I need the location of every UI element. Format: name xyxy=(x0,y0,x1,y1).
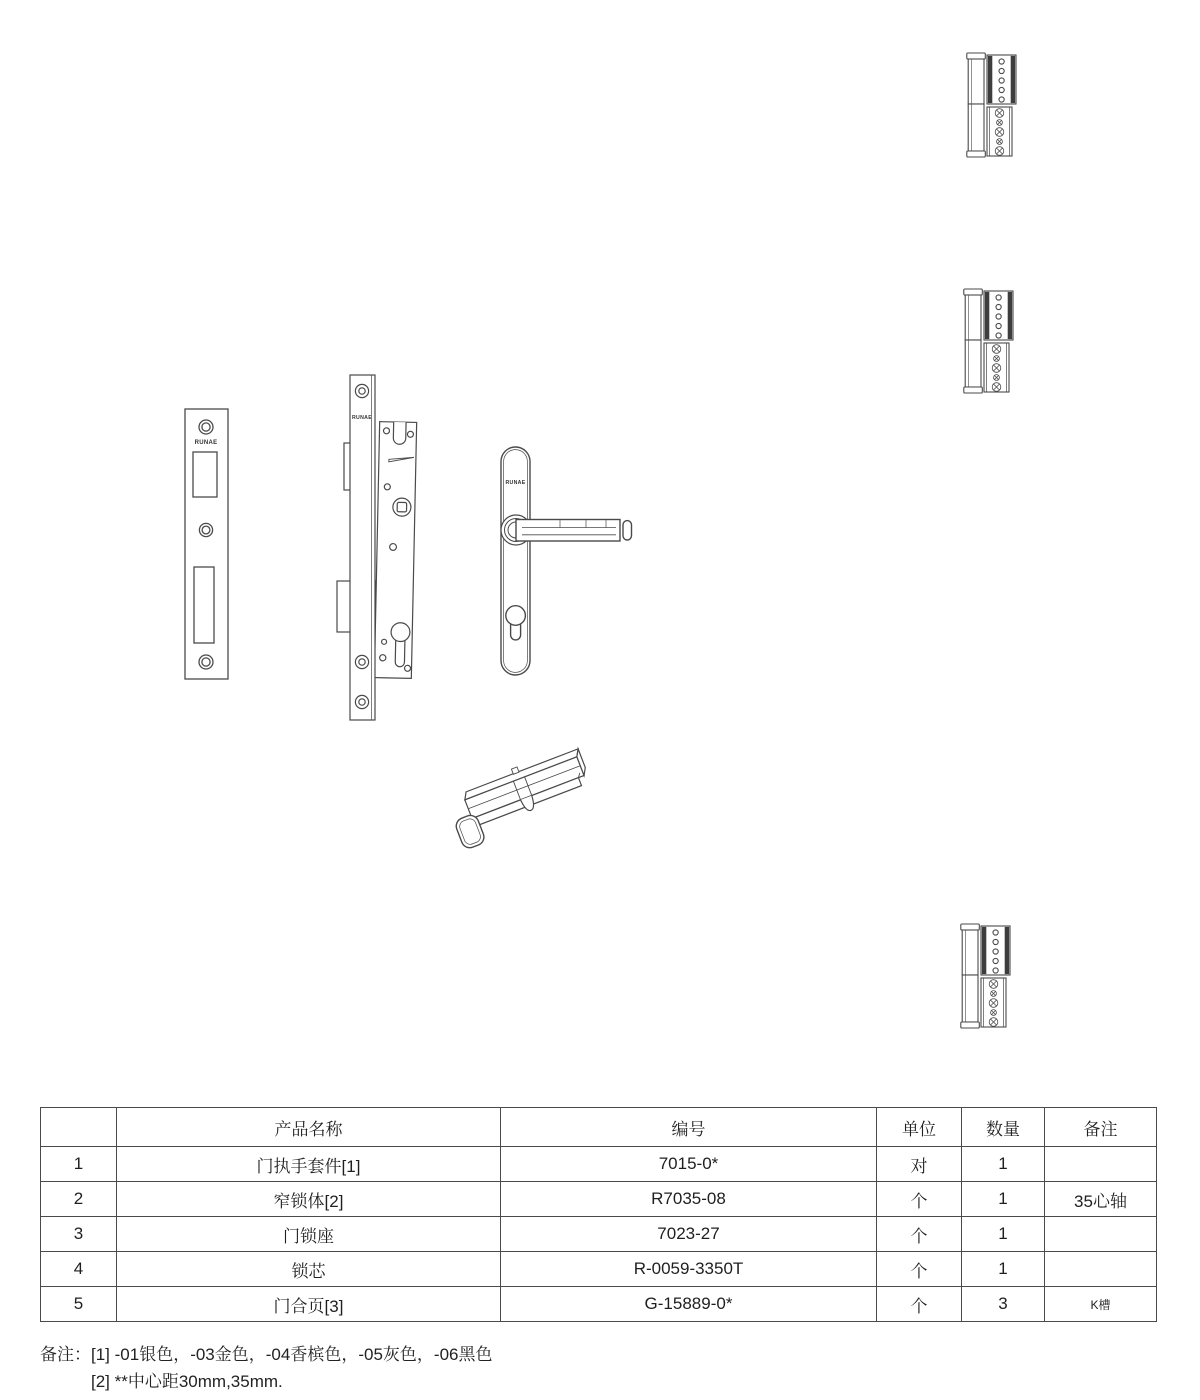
footnotes xyxy=(40,1341,492,1395)
cell-qty: 1 xyxy=(962,1182,1045,1217)
strike-plate-diagram xyxy=(185,409,228,679)
cell-code: R7035-08 xyxy=(501,1182,877,1217)
table-row xyxy=(41,1147,1157,1182)
cell-no: 1 xyxy=(41,1147,117,1182)
cell-name: 门执手套件[1] xyxy=(117,1147,501,1182)
cell-name: 门合页[3] xyxy=(117,1287,501,1322)
hinge-diagram-3 xyxy=(961,924,1010,1028)
cell-code: 7023-27 xyxy=(501,1217,877,1252)
cell-code: G-15889-0* xyxy=(501,1287,877,1322)
cell-no: 3 xyxy=(41,1217,117,1252)
cylinder-diagram xyxy=(444,744,598,850)
cell-note xyxy=(1045,1147,1157,1182)
cell-no: 4 xyxy=(41,1252,117,1287)
header-product-name: 产品名称 xyxy=(117,1108,501,1147)
cell-note xyxy=(1045,1217,1157,1252)
cell-qty: 1 xyxy=(962,1147,1045,1182)
cell-note: 35心轴 xyxy=(1045,1182,1157,1217)
cell-unit: 个 xyxy=(877,1287,962,1322)
header-unit: 单位 xyxy=(877,1108,962,1147)
svg-text:RUNAE: RUNAE xyxy=(505,480,526,486)
cell-code: R-0059-3350T xyxy=(501,1252,877,1287)
cell-unit: 个 xyxy=(877,1182,962,1217)
cell-no: 2 xyxy=(41,1182,117,1217)
handle-diagram xyxy=(501,447,632,675)
footnote-line-1: [1] -01银色，-03金色，-04香槟色，-05灰色，-06黑色 xyxy=(91,1345,493,1364)
header-index xyxy=(41,1108,117,1147)
header-code: 编号 xyxy=(501,1108,877,1147)
footnotes-label: 备注： xyxy=(40,1345,91,1364)
parts-table xyxy=(40,1107,1157,1322)
cell-note xyxy=(1045,1252,1157,1287)
cell-name: 窄锁体[2] xyxy=(117,1182,501,1217)
cell-no: 5 xyxy=(41,1287,117,1322)
header-qty: 数量 xyxy=(962,1108,1045,1147)
table-row xyxy=(41,1252,1157,1287)
header-note: 备注 xyxy=(1045,1108,1157,1147)
cell-qty: 3 xyxy=(962,1287,1045,1322)
lock-body-diagram xyxy=(337,375,417,720)
footnote-line-2: [2] **中心距30mm,35mm. xyxy=(91,1372,283,1391)
svg-text:RUNAE: RUNAE xyxy=(194,440,218,446)
cell-qty: 1 xyxy=(962,1217,1045,1252)
cell-qty: 1 xyxy=(962,1252,1045,1287)
hinge-diagram-1 xyxy=(967,53,1016,157)
table-row xyxy=(41,1182,1157,1217)
table-row xyxy=(41,1287,1157,1322)
svg-text:RUNAE: RUNAE xyxy=(352,415,372,421)
cell-name: 锁芯 xyxy=(117,1252,501,1287)
table-row xyxy=(41,1217,1157,1252)
cell-code: 7015-0* xyxy=(501,1147,877,1182)
cell-name: 门锁座 xyxy=(117,1217,501,1252)
cell-unit: 个 xyxy=(877,1217,962,1252)
table-header-row xyxy=(41,1108,1157,1147)
cell-unit: 个 xyxy=(877,1252,962,1287)
cell-note: K槽 xyxy=(1045,1287,1157,1322)
hinge-diagram-2 xyxy=(964,289,1013,393)
cell-unit: 对 xyxy=(877,1147,962,1182)
